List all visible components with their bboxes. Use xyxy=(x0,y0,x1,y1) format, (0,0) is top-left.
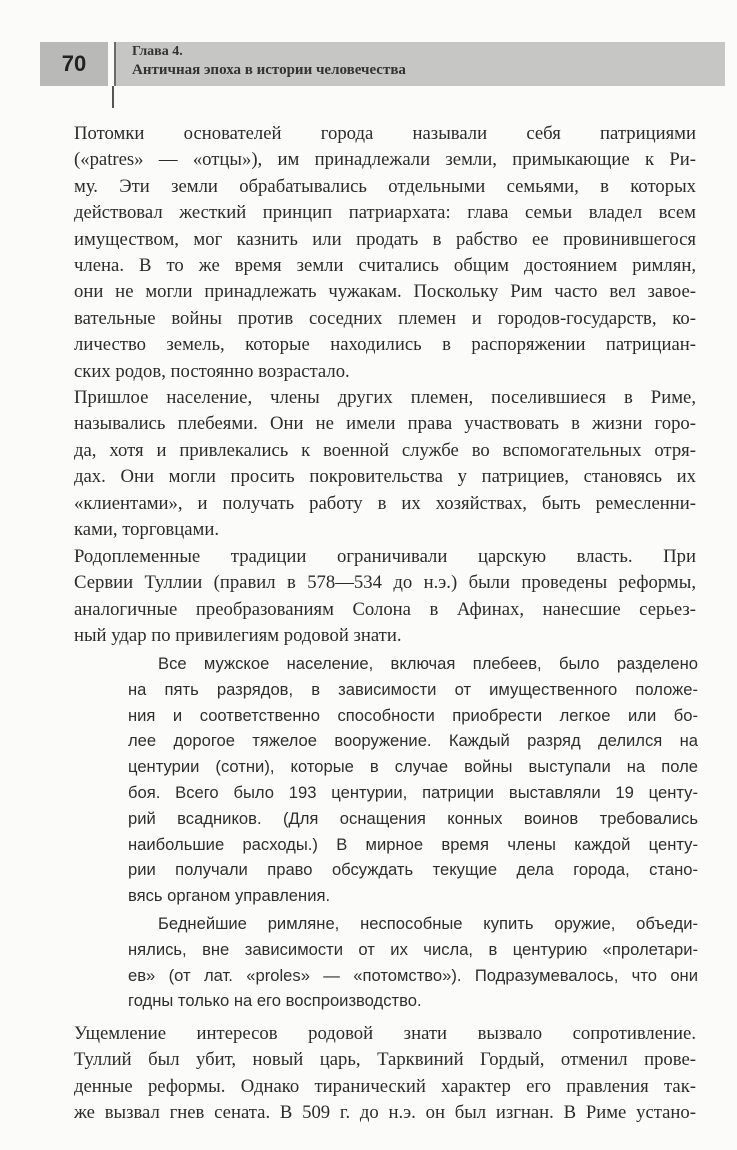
text-line: («patres» — «отцы»), им принадлежали земли, примыкающие к Ри- xyxy=(74,149,696,171)
text-line: личество земель, которые находились в распоряжении патрициан- xyxy=(74,334,696,356)
text-line: денные реформы. Однако тиранический характер его правления так- xyxy=(74,1075,696,1097)
text-line: же вызвал гнев сената. В 509 г. до н.э. он был изгнан. В Риме устано- xyxy=(74,1102,696,1124)
text-line: наибольшие расходы.) В мирное время члены каждой центу- xyxy=(128,834,698,854)
text-line: му. Эти земли обрабатывались отдельными семьями, в которых xyxy=(74,175,696,197)
text-line: центурии (сотни), которые в случае войны выступали на поле xyxy=(128,757,698,777)
text-line: нялись, вне зависимости от их числа, в центурию «пролетари- xyxy=(128,939,698,959)
text-line: Все мужское население, включая плебеев, было разделено xyxy=(158,654,698,673)
paragraph-1 xyxy=(74,121,696,385)
sidebar-note-1 xyxy=(128,651,698,909)
running-header xyxy=(40,42,725,86)
text-line: назывались плебеями. Они не имели права участвовать в жизни горо- xyxy=(74,413,696,435)
margin-rule xyxy=(112,86,114,108)
text-line: боя. Всего было 193 центурии, патриции выставляли 19 центу- xyxy=(128,782,698,802)
text-line: действовал жесткий принцип патриархата: глава семьи владел всем xyxy=(74,202,696,224)
text-line: дах. Они могли просить покровительства у патрициев, становясь их xyxy=(74,466,696,488)
text-line: ев» (от лат. «proles» — «потомство»). Подразумевалось, что они xyxy=(128,965,698,985)
sidebar-note-2 xyxy=(128,911,698,1014)
chapter-number: Глава 4. xyxy=(132,44,183,59)
text-line: годны только на его воспроизводство. xyxy=(128,991,422,1011)
text-line: рии получали право обсуждать текущие дела города, стано- xyxy=(128,860,698,880)
text-line: лее дорогое тяжелое вооружение. Каждый разряд делился на xyxy=(128,731,698,751)
text-line: Родоплеменные традиции ограничивали царскую власть. При xyxy=(74,546,696,567)
text-line: ских родов, постоянно возрастало. xyxy=(74,360,350,382)
text-line: Ущемление интересов родовой знати вызвало сопротивление. xyxy=(74,1023,696,1044)
paragraph-3 xyxy=(74,544,696,650)
text-line: вясь органом управления. xyxy=(128,886,331,906)
text-line: они не могли принадлежать чужакам. Поскольку Рим часто вел завое- xyxy=(74,281,696,303)
text-line: Сервии Туллии (правил в 578—534 до н.э.) были проведены реформы, xyxy=(74,572,696,594)
paragraph-4 xyxy=(74,1021,696,1127)
text-line: вательные войны против соседних племен и городов-государств, ко- xyxy=(74,307,696,329)
text-line: на пять разрядов, в зависимости от имущественного положе- xyxy=(128,679,698,699)
text-line: Потомки основателей города называли себя патрициями xyxy=(74,123,696,144)
text-line: аналогичные преобразованиям Солона в Афинах, нанесшие серьез- xyxy=(74,598,696,620)
text-line: да, хотя и привлекались к военной службе во вспомогательных отря- xyxy=(74,439,696,461)
text-line: ками, торговцами. xyxy=(74,519,220,541)
text-line: члена. В то же время земли считались общим достоянием римлян, xyxy=(74,255,696,277)
page-number: 70 xyxy=(40,42,108,86)
text-line: ния и соответственно способности приобрести легкое или бо- xyxy=(128,705,698,725)
text-line: рий всадников. (Для оснащения конных воинов требовались xyxy=(128,808,698,828)
text-line: имуществом, мог казнить или продать в рабство ее провинившегося xyxy=(74,228,696,250)
text-line: Туллий был убит, новый царь, Тарквиний Гордый, отменил прове- xyxy=(74,1049,696,1071)
text-line: Беднейшие римляне, неспособные купить оружие, объеди- xyxy=(158,914,698,933)
paragraph-2 xyxy=(74,385,696,543)
text-line: ный удар по привилегиям родовой знати. xyxy=(74,625,402,647)
chapter-title: Античная эпоха в истории человечества xyxy=(132,62,406,78)
text-line: «клиентами», и получать работу в их хозяйствах, быть ремесленни- xyxy=(74,492,696,514)
header-divider xyxy=(114,42,116,86)
text-line: Пришлое население, члены других племен, поселившиеся в Риме, xyxy=(74,387,696,408)
